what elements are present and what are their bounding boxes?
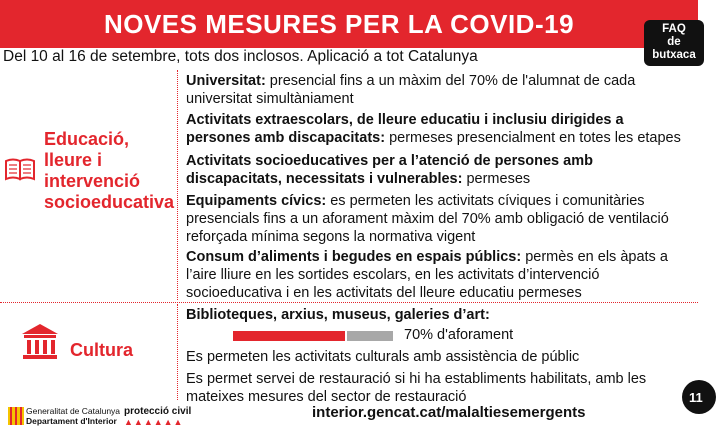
subtitle: Del 10 al 16 de setembre, tots dos inclosos. Aplicació a tot Catalunya: [3, 48, 478, 65]
item-text: permeses presencialment en totes les etapes: [385, 130, 681, 146]
list-item-equipaments-civics: [186, 192, 686, 246]
item-text: Es permeten les activitats culturals amb assistència de públic: [186, 349, 580, 365]
faq-badge-line-3: butxaca: [652, 49, 696, 61]
capacity-bar-rest: [347, 331, 393, 341]
item-bold: Equipaments cívics:: [186, 193, 327, 209]
item-text: Es permet servei de restauració si hi ha establiments habilitats, amb les mateixes mesures del sector de restauració: [186, 371, 647, 405]
capacity-label: 70% d'aforament: [404, 327, 514, 343]
item-bold: Consum d’aliments i begudes en espais públics:: [186, 249, 522, 265]
item-bold: Biblioteques, arxius, museus, galeries d’art:: [186, 307, 490, 323]
item-bold: Activitats socioeducatives per a l’atenció de persones amb discapacitats, necessitats i vulnerables:: [186, 153, 593, 187]
proteccio-civil-marks-icon: ▲▲▲▲▲▲: [124, 417, 184, 427]
faq-badge-line-2: de: [667, 36, 681, 48]
item-bold: Universitat:: [186, 73, 266, 89]
faq-badge-line-1: FAQ: [662, 23, 686, 35]
list-item-universitat: [186, 72, 686, 108]
page-title: NOVES MESURES PER LA COVID-19: [103, 8, 575, 39]
section-label-cultura: Cultura: [70, 340, 133, 360]
list-item-biblioteques: [186, 306, 686, 324]
item-text: permeses: [462, 171, 531, 187]
divider-vertical-educacio: [177, 70, 178, 300]
generalitat-text: [26, 406, 120, 426]
list-item-socioeducatives: [186, 152, 686, 188]
capacity-bar-fill: [233, 331, 345, 341]
title-banner: [0, 0, 698, 48]
list-item-consum-aliments: [186, 248, 686, 302]
generalitat-name: Generalitat de Catalunya: [26, 406, 121, 416]
book-icon: [4, 157, 36, 183]
list-item-restauracio: [186, 370, 686, 406]
item-bold: Activitats extraescolars, de lleure educatiu i inclusiu dirigides a persones amb discapacitats:: [186, 112, 624, 146]
generalitat-logo-icon: [8, 407, 24, 425]
divider-horizontal: [0, 302, 698, 303]
list-item-activitats-culturals: [186, 348, 686, 366]
item-text: es permeten les activitats cíviques i comunitàries presencials fins a un aforament màxim del 70% amb obligació de ventilació reforçada mínima segons la normativa vigent: [186, 193, 669, 245]
department-name: Departament d'Interior: [26, 416, 117, 426]
page-number-badge: 11: [682, 380, 716, 414]
footer-url[interactable]: interior.gencat.cat/malaltiesemergents: [312, 404, 586, 421]
proteccio-civil-logo: [124, 406, 191, 427]
faq-badge[interactable]: [644, 20, 704, 66]
item-text: presencial fins a un màxim del 70% de l'alumnat de cada universitat simultàniament: [186, 73, 636, 107]
item-text: permès en els àpats a l’aire lliure en les sortides escolars, en les activitats d’intervenció socioeducativa i en les activitats del lleure educatiu permeses: [186, 249, 668, 301]
section-label-educacio: Educació, lleure i intervenció socioeducativa: [44, 129, 175, 212]
proteccio-civil-text: protecció civil: [124, 406, 192, 417]
list-item-extraescolars: [186, 111, 686, 147]
divider-vertical-cultura: [177, 304, 178, 400]
museum-icon: [20, 322, 60, 362]
capacity-bar: [233, 331, 393, 341]
